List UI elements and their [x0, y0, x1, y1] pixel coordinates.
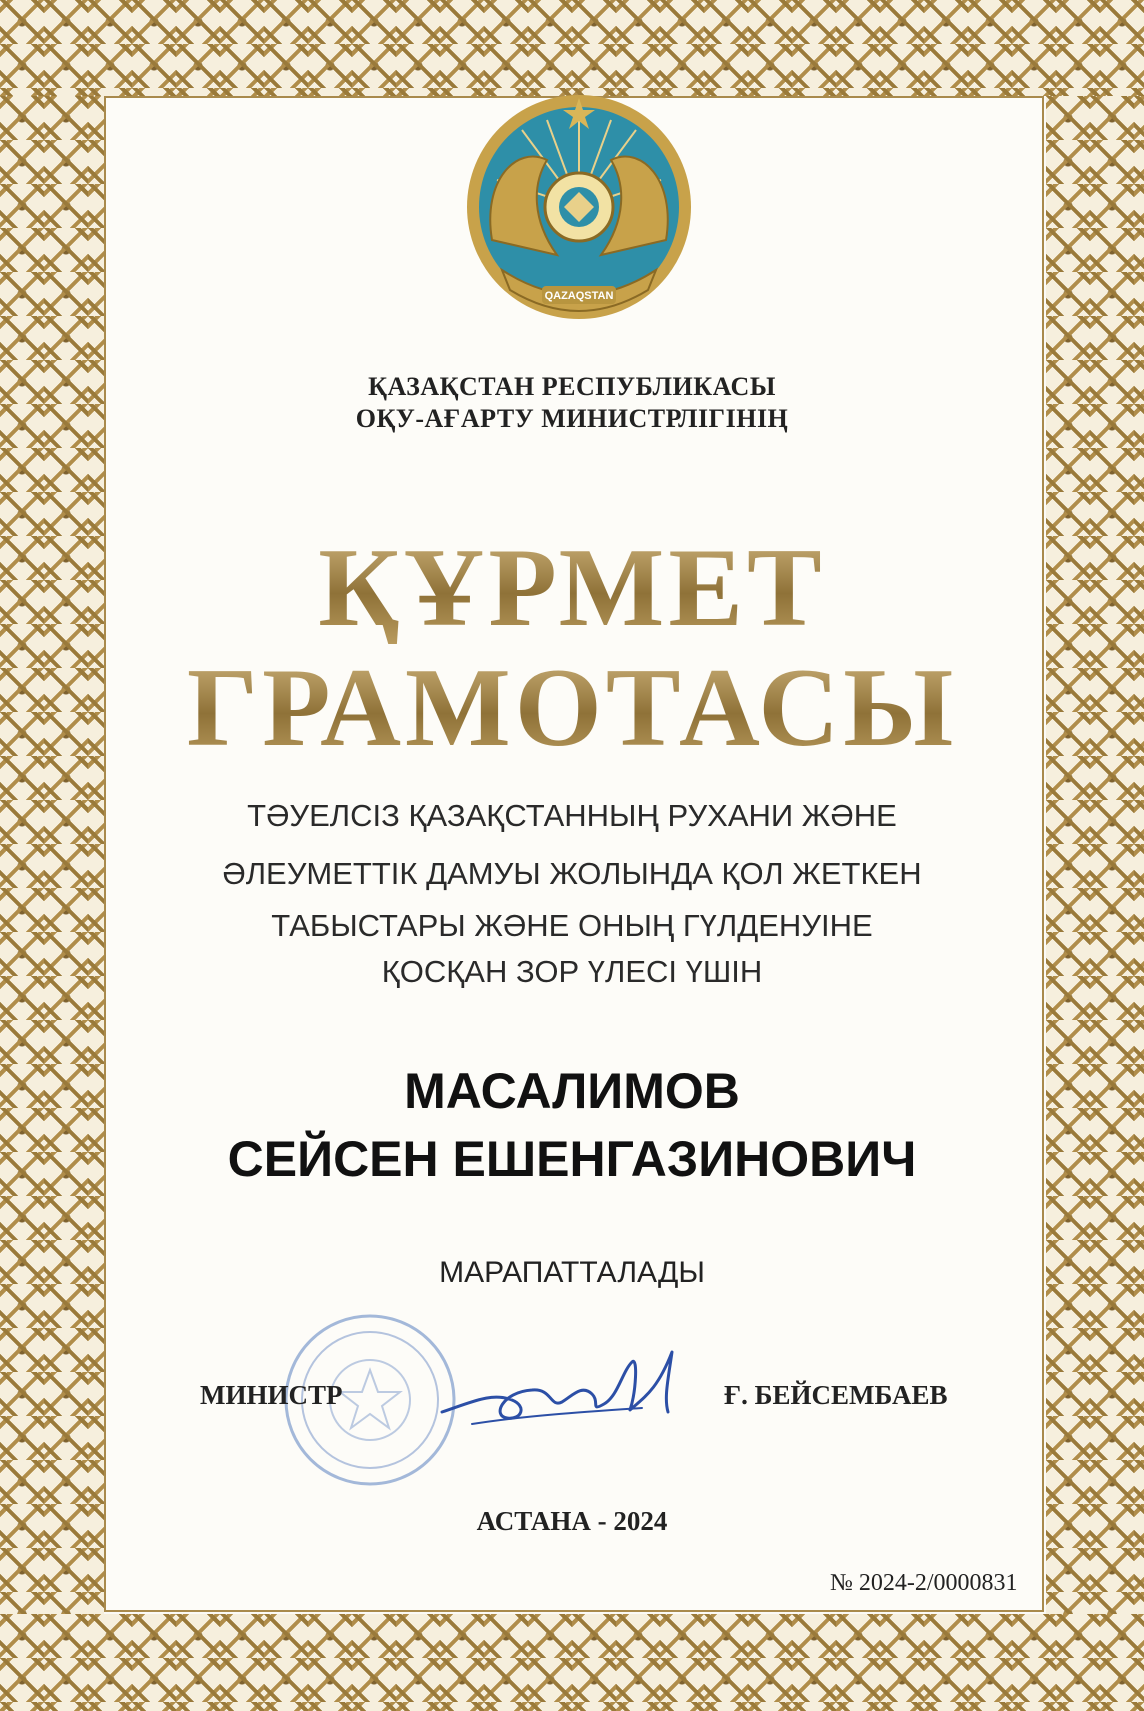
- certificate-title-line-1: ҚҰРМЕТ: [0, 532, 1144, 644]
- reason-line-2: ӘЛЕУМЕТТІК ДАМУЫ ЖОЛЫНДА ҚОЛ ЖЕТКЕН: [222, 856, 922, 891]
- ornamental-border-right: [1046, 96, 1144, 1614]
- reason-line-1: ТӘУЕЛСІЗ ҚАЗАҚСТАННЫҢ РУХАНИ ЖӘНЕ: [247, 798, 897, 833]
- reason-line-3: ТАБЫСТАРЫ ЖӘНЕ ОНЫҢ ГҮЛДЕНУІНЕ: [271, 908, 873, 943]
- ornamental-border-left: [0, 96, 104, 1614]
- city-year: АСТАНА - 2024: [476, 1506, 668, 1536]
- awarded-text: МАРАПАТТАЛАДЫ: [439, 1256, 705, 1289]
- recipient-surname: МАСАЛИМОВ: [404, 1063, 740, 1119]
- recipient-given-name: СЕЙСЕН ЕШЕНГАЗИНОВИЧ: [227, 1131, 917, 1187]
- signature-icon: [432, 1332, 692, 1442]
- certificate-number: № 2024-2/0000831: [830, 1570, 1018, 1596]
- ministry-line-1: ҚАЗАҚСТАН РЕСПУБЛИКАСЫ: [368, 372, 776, 401]
- ministry-line-2: ОҚУ-АҒАРТУ МИНИСТРЛІГІНІҢ: [355, 404, 789, 433]
- minister-label: МИНИСТР: [200, 1380, 343, 1410]
- emblem-text: QAZAQSTAN: [544, 290, 614, 302]
- certificate-title-line-2: ГРАМОТАСЫ: [0, 652, 1144, 764]
- minister-name: Ғ. БЕЙСЕМБАЕВ: [724, 1380, 948, 1410]
- ornamental-border-top: [0, 0, 1144, 96]
- state-emblem-icon: [462, 90, 696, 324]
- ornamental-border-bottom: [0, 1614, 1144, 1711]
- reason-line-4: ҚОСҚАН ЗОР ҮЛЕСІ ҮШІН: [381, 954, 763, 989]
